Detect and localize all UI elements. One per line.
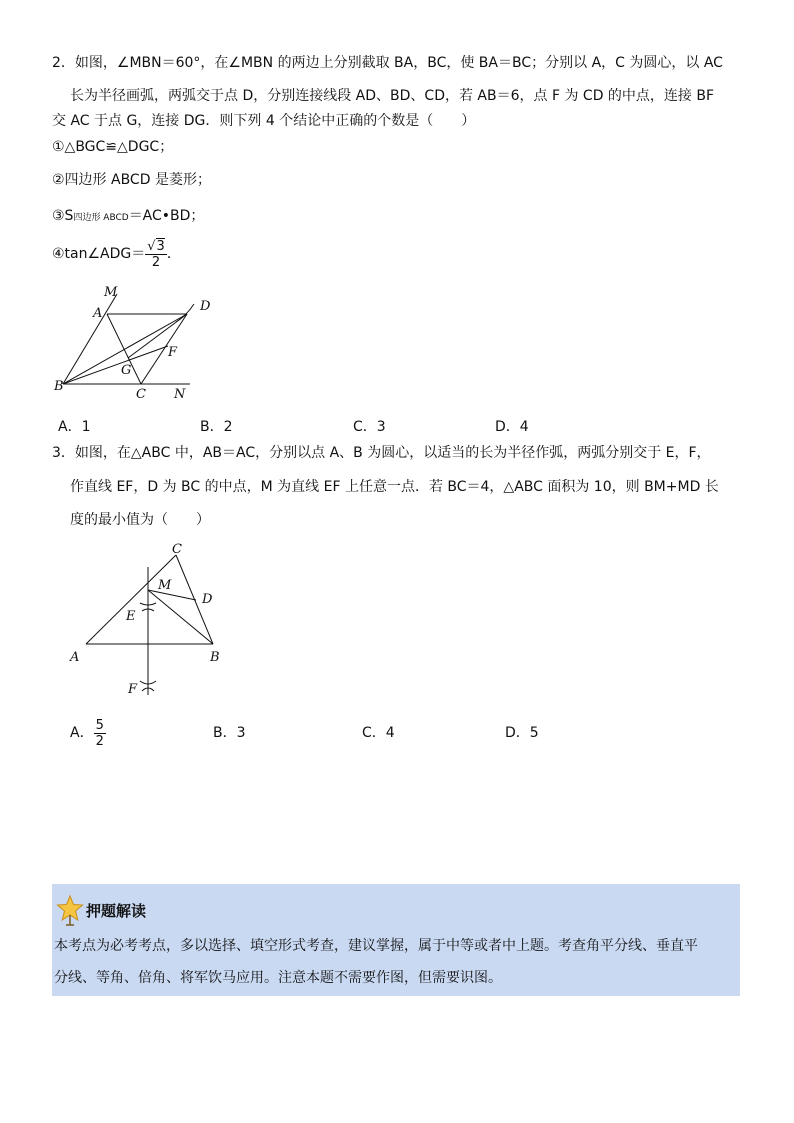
label-d: D xyxy=(202,592,213,607)
ray-bm xyxy=(63,294,117,384)
q2-option-a[interactable]: A．1 xyxy=(58,419,91,435)
q3-option-b[interactable]: B．3 xyxy=(213,725,246,741)
q2-stem-line3: 交 AC 于点 G，连接 DG．则下列 4 个结论中正确的个数是（ ） xyxy=(52,113,476,129)
label-d: D xyxy=(200,299,211,314)
label-f: F xyxy=(168,345,178,360)
label-c: C xyxy=(172,542,182,557)
q2-option-b[interactable]: B．2 xyxy=(200,419,233,435)
banner-title: 押题解读 xyxy=(86,902,147,920)
q3-option-a-denominator: 2 xyxy=(95,733,104,749)
q2-option-d[interactable]: D．4 xyxy=(495,419,529,435)
banner-line1: 本考点为必考考点，多以选择、填空形式考查，建议掌握，属于中等或者中上题。考查角平分线、垂直平 xyxy=(54,938,698,954)
label-f: F xyxy=(128,682,138,697)
label-a: A xyxy=(70,650,80,665)
q2-c3-prefix: ③S xyxy=(52,208,74,224)
q3-option-a-numerator: 5 xyxy=(95,717,104,733)
q2-conclusion-3 xyxy=(52,206,204,228)
exam-insight-banner xyxy=(52,884,740,996)
q3-option-c[interactable]: C．4 xyxy=(362,725,395,741)
q3-stem-line3: 度的最小值为（ ） xyxy=(70,512,210,528)
banner-line2: 分线、等角、倍角、将军饮马应用。注意本题不需要作图，但需要识图。 xyxy=(54,970,502,986)
label-b: B xyxy=(54,379,64,394)
label-g: G xyxy=(121,363,132,378)
q2-c3-subscript: 四边形 ABCD xyxy=(73,213,129,223)
q2-figure xyxy=(50,282,230,402)
q3-option-a[interactable] xyxy=(70,716,106,750)
label-a: A xyxy=(93,306,103,321)
q3-option-d[interactable]: D．5 xyxy=(505,725,539,741)
q2-c4-denominator: 2 xyxy=(151,255,161,270)
segment-md xyxy=(148,590,196,600)
q2-conclusion-2: ②四边形 ABCD 是菱形； xyxy=(52,172,211,188)
arc-d xyxy=(176,304,194,322)
q2-c4-prefix: ④tan∠ADG＝ xyxy=(52,246,146,262)
q2-c4-fraction: $\frac{√3}{2}$ xyxy=(147,239,165,270)
q2-stem-line2: 长为半径画弧，两弧交于点 D，分别连接线段 AD、BD、CD，若 AB＝6，点 F 为 CD 的中点，连接 BF xyxy=(70,88,715,104)
label-n: N xyxy=(174,387,186,402)
q2-c4-suffix: ． xyxy=(166,246,181,262)
q3-option-a-prefix: A． xyxy=(70,725,94,741)
q2-option-c[interactable]: C．3 xyxy=(353,419,386,435)
q3-option-a-fraction xyxy=(94,718,106,749)
q2-c4-numerator: 3 xyxy=(156,239,165,254)
side-ac xyxy=(86,555,176,644)
label-m: M xyxy=(104,285,118,300)
label-m: M xyxy=(158,578,172,593)
label-b: B xyxy=(210,650,220,665)
q2-c3-suffix: ＝AC•BD； xyxy=(128,208,205,224)
label-c: C xyxy=(136,387,146,402)
q2-conclusion-1: ①△BGC≌△DGC； xyxy=(52,139,174,155)
segment-cd xyxy=(141,314,187,384)
q3-stem-line2: 作直线 EF，D 为 BC 的中点，M 为直线 EF 上任意一点．若 BC＝4，△ABC 面积为 10，则 BM+MD 长 xyxy=(70,479,719,495)
segment-bf xyxy=(63,346,168,384)
q2-conclusion-4 xyxy=(52,236,181,272)
q3-stem-line1: 3．如图，在△ABC 中，AB＝AC，分别以点 A、B 为圆心，以适当的长为半径作弧，两弧分别交于 E，F， xyxy=(52,445,711,461)
q2-stem-line1: 2．如图，∠MBN＝60°，在∠MBN 的两边上分别截取 BA，BC，使 BA＝BC；分别以 A，C 为圆心，以 AC xyxy=(52,55,723,71)
star-icon xyxy=(56,894,84,926)
label-e: E xyxy=(126,609,136,624)
q3-figure xyxy=(62,540,242,710)
